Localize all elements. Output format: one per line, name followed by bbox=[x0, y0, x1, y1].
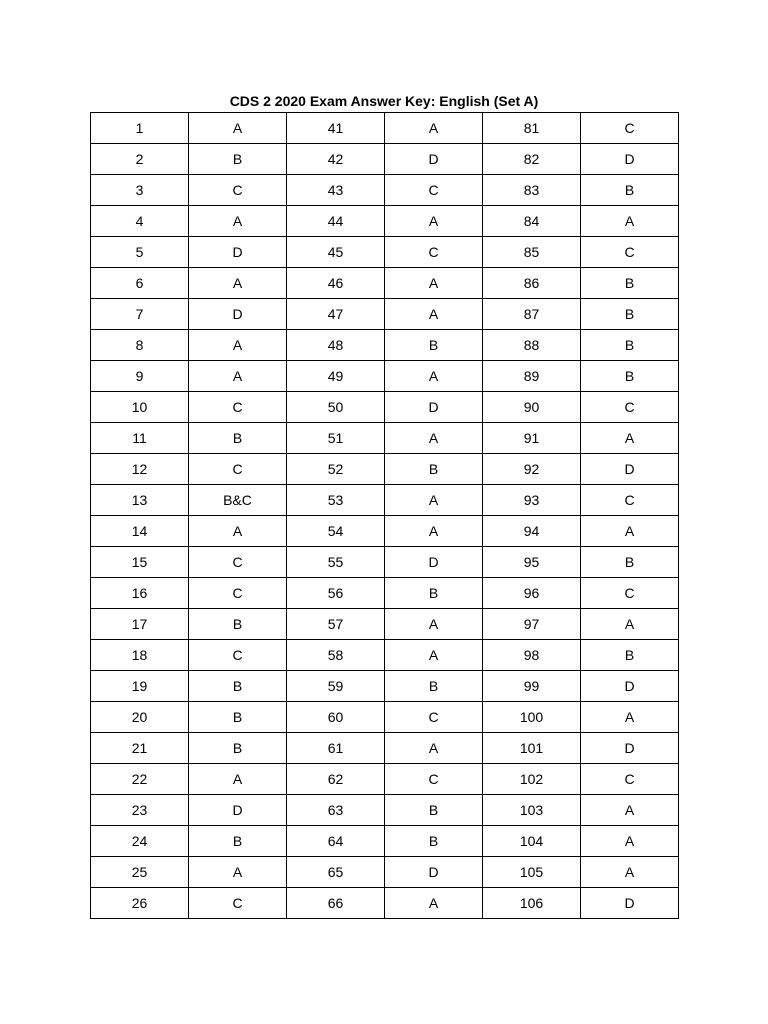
answer-cell: A bbox=[385, 299, 483, 330]
table-row bbox=[91, 144, 679, 175]
answer-cell: B bbox=[385, 454, 483, 485]
answer-cell: C bbox=[189, 175, 287, 206]
answer-cell: C bbox=[385, 237, 483, 268]
answer-cell: A bbox=[385, 640, 483, 671]
question-number-cell: 12 bbox=[91, 454, 189, 485]
question-number-cell: 64 bbox=[287, 826, 385, 857]
answer-cell: A bbox=[189, 330, 287, 361]
question-number-cell: 3 bbox=[91, 175, 189, 206]
answer-cell: A bbox=[189, 764, 287, 795]
answer-cell: A bbox=[189, 113, 287, 144]
question-number-cell: 53 bbox=[287, 485, 385, 516]
answer-cell: C bbox=[581, 578, 679, 609]
answer-cell: B bbox=[189, 609, 287, 640]
answer-cell: D bbox=[581, 888, 679, 919]
answer-cell: D bbox=[581, 144, 679, 175]
answer-cell: D bbox=[581, 733, 679, 764]
question-number-cell: 8 bbox=[91, 330, 189, 361]
question-number-cell: 19 bbox=[91, 671, 189, 702]
answer-cell: B bbox=[189, 671, 287, 702]
question-number-cell: 14 bbox=[91, 516, 189, 547]
answer-cell: A bbox=[385, 423, 483, 454]
answer-cell: A bbox=[189, 361, 287, 392]
question-number-cell: 96 bbox=[483, 578, 581, 609]
table-row bbox=[91, 888, 679, 919]
question-number-cell: 63 bbox=[287, 795, 385, 826]
answer-cell: C bbox=[189, 547, 287, 578]
answer-cell: A bbox=[581, 516, 679, 547]
answer-cell: A bbox=[385, 485, 483, 516]
question-number-cell: 4 bbox=[91, 206, 189, 237]
answer-cell: B bbox=[581, 330, 679, 361]
question-number-cell: 48 bbox=[287, 330, 385, 361]
table-row bbox=[91, 423, 679, 454]
question-number-cell: 26 bbox=[91, 888, 189, 919]
answer-cell: A bbox=[581, 826, 679, 857]
question-number-cell: 17 bbox=[91, 609, 189, 640]
question-number-cell: 106 bbox=[483, 888, 581, 919]
question-number-cell: 88 bbox=[483, 330, 581, 361]
answer-cell: A bbox=[385, 888, 483, 919]
table-row bbox=[91, 330, 679, 361]
answer-cell: D bbox=[385, 144, 483, 175]
question-number-cell: 47 bbox=[287, 299, 385, 330]
answer-cell: B bbox=[385, 826, 483, 857]
answer-cell: B bbox=[581, 299, 679, 330]
answer-cell: A bbox=[581, 702, 679, 733]
question-number-cell: 85 bbox=[483, 237, 581, 268]
answer-cell: A bbox=[581, 206, 679, 237]
question-number-cell: 54 bbox=[287, 516, 385, 547]
table-row bbox=[91, 826, 679, 857]
question-number-cell: 11 bbox=[91, 423, 189, 454]
question-number-cell: 65 bbox=[287, 857, 385, 888]
table-row bbox=[91, 454, 679, 485]
question-number-cell: 16 bbox=[91, 578, 189, 609]
question-number-cell: 61 bbox=[287, 733, 385, 764]
answer-cell: B&C bbox=[189, 485, 287, 516]
question-number-cell: 104 bbox=[483, 826, 581, 857]
answer-cell: B bbox=[385, 330, 483, 361]
answer-cell: A bbox=[385, 733, 483, 764]
answer-cell: A bbox=[581, 609, 679, 640]
answer-cell: C bbox=[189, 454, 287, 485]
table-row bbox=[91, 795, 679, 826]
answer-table-body bbox=[91, 113, 679, 919]
answer-cell: A bbox=[189, 268, 287, 299]
question-number-cell: 62 bbox=[287, 764, 385, 795]
table-row bbox=[91, 671, 679, 702]
answer-cell: A bbox=[189, 516, 287, 547]
answer-cell: B bbox=[581, 640, 679, 671]
answer-cell: C bbox=[189, 640, 287, 671]
question-number-cell: 102 bbox=[483, 764, 581, 795]
answer-cell: C bbox=[581, 485, 679, 516]
question-number-cell: 105 bbox=[483, 857, 581, 888]
question-number-cell: 86 bbox=[483, 268, 581, 299]
answer-cell: C bbox=[189, 392, 287, 423]
question-number-cell: 13 bbox=[91, 485, 189, 516]
table-row bbox=[91, 547, 679, 578]
answer-cell: A bbox=[581, 857, 679, 888]
question-number-cell: 56 bbox=[287, 578, 385, 609]
question-number-cell: 97 bbox=[483, 609, 581, 640]
answer-key-table bbox=[90, 112, 679, 919]
question-number-cell: 41 bbox=[287, 113, 385, 144]
answer-cell: A bbox=[581, 795, 679, 826]
answer-cell: A bbox=[581, 423, 679, 454]
answer-cell: A bbox=[385, 206, 483, 237]
answer-cell: C bbox=[581, 113, 679, 144]
question-number-cell: 82 bbox=[483, 144, 581, 175]
table-row bbox=[91, 578, 679, 609]
answer-cell: A bbox=[189, 206, 287, 237]
question-number-cell: 92 bbox=[483, 454, 581, 485]
question-number-cell: 25 bbox=[91, 857, 189, 888]
table-row bbox=[91, 857, 679, 888]
table-row bbox=[91, 113, 679, 144]
answer-cell: C bbox=[581, 237, 679, 268]
table-row bbox=[91, 733, 679, 764]
table-row bbox=[91, 206, 679, 237]
question-number-cell: 98 bbox=[483, 640, 581, 671]
table-row bbox=[91, 392, 679, 423]
answer-cell: A bbox=[385, 361, 483, 392]
answer-cell: B bbox=[385, 578, 483, 609]
question-number-cell: 43 bbox=[287, 175, 385, 206]
answer-cell: D bbox=[385, 857, 483, 888]
question-number-cell: 46 bbox=[287, 268, 385, 299]
answer-cell: C bbox=[385, 764, 483, 795]
question-number-cell: 21 bbox=[91, 733, 189, 764]
question-number-cell: 101 bbox=[483, 733, 581, 764]
table-row bbox=[91, 485, 679, 516]
answer-cell: C bbox=[189, 578, 287, 609]
question-number-cell: 20 bbox=[91, 702, 189, 733]
question-number-cell: 45 bbox=[287, 237, 385, 268]
question-number-cell: 10 bbox=[91, 392, 189, 423]
answer-cell: B bbox=[189, 702, 287, 733]
answer-cell: B bbox=[581, 175, 679, 206]
answer-cell: A bbox=[385, 516, 483, 547]
answer-cell: B bbox=[189, 733, 287, 764]
question-number-cell: 1 bbox=[91, 113, 189, 144]
answer-cell: A bbox=[385, 113, 483, 144]
question-number-cell: 81 bbox=[483, 113, 581, 144]
question-number-cell: 51 bbox=[287, 423, 385, 454]
question-number-cell: 91 bbox=[483, 423, 581, 454]
answer-cell: B bbox=[581, 547, 679, 578]
answer-cell: D bbox=[385, 547, 483, 578]
question-number-cell: 6 bbox=[91, 268, 189, 299]
question-number-cell: 5 bbox=[91, 237, 189, 268]
answer-cell: D bbox=[385, 392, 483, 423]
question-number-cell: 24 bbox=[91, 826, 189, 857]
question-number-cell: 23 bbox=[91, 795, 189, 826]
question-number-cell: 2 bbox=[91, 144, 189, 175]
question-number-cell: 94 bbox=[483, 516, 581, 547]
table-row bbox=[91, 516, 679, 547]
question-number-cell: 22 bbox=[91, 764, 189, 795]
question-number-cell: 103 bbox=[483, 795, 581, 826]
answer-cell: C bbox=[385, 175, 483, 206]
question-number-cell: 90 bbox=[483, 392, 581, 423]
question-number-cell: 95 bbox=[483, 547, 581, 578]
table-row bbox=[91, 175, 679, 206]
question-number-cell: 83 bbox=[483, 175, 581, 206]
question-number-cell: 50 bbox=[287, 392, 385, 423]
table-row bbox=[91, 764, 679, 795]
question-number-cell: 100 bbox=[483, 702, 581, 733]
question-number-cell: 59 bbox=[287, 671, 385, 702]
table-row bbox=[91, 609, 679, 640]
table-row bbox=[91, 640, 679, 671]
question-number-cell: 87 bbox=[483, 299, 581, 330]
answer-cell: A bbox=[385, 609, 483, 640]
answer-cell: B bbox=[385, 671, 483, 702]
question-number-cell: 60 bbox=[287, 702, 385, 733]
answer-cell: D bbox=[581, 454, 679, 485]
question-number-cell: 58 bbox=[287, 640, 385, 671]
table-row bbox=[91, 237, 679, 268]
page-title: CDS 2 2020 Exam Answer Key: English (Set A) bbox=[229, 93, 539, 109]
answer-cell: D bbox=[189, 795, 287, 826]
question-number-cell: 7 bbox=[91, 299, 189, 330]
question-number-cell: 55 bbox=[287, 547, 385, 578]
answer-cell: A bbox=[189, 857, 287, 888]
question-number-cell: 89 bbox=[483, 361, 581, 392]
question-number-cell: 49 bbox=[287, 361, 385, 392]
answer-cell: B bbox=[385, 795, 483, 826]
answer-cell: D bbox=[189, 299, 287, 330]
answer-cell: B bbox=[581, 361, 679, 392]
question-number-cell: 52 bbox=[287, 454, 385, 485]
question-number-cell: 57 bbox=[287, 609, 385, 640]
answer-cell: B bbox=[581, 268, 679, 299]
question-number-cell: 84 bbox=[483, 206, 581, 237]
question-number-cell: 66 bbox=[287, 888, 385, 919]
answer-cell: D bbox=[581, 671, 679, 702]
question-number-cell: 9 bbox=[91, 361, 189, 392]
answer-cell: C bbox=[189, 888, 287, 919]
answer-cell: A bbox=[385, 268, 483, 299]
question-number-cell: 99 bbox=[483, 671, 581, 702]
table-row bbox=[91, 268, 679, 299]
answer-cell: D bbox=[189, 237, 287, 268]
answer-cell: B bbox=[189, 144, 287, 175]
table-row bbox=[91, 702, 679, 733]
question-number-cell: 18 bbox=[91, 640, 189, 671]
table-row bbox=[91, 361, 679, 392]
answer-cell: C bbox=[385, 702, 483, 733]
answer-cell: C bbox=[581, 764, 679, 795]
question-number-cell: 93 bbox=[483, 485, 581, 516]
answer-cell: B bbox=[189, 826, 287, 857]
answer-cell: B bbox=[189, 423, 287, 454]
question-number-cell: 42 bbox=[287, 144, 385, 175]
question-number-cell: 15 bbox=[91, 547, 189, 578]
question-number-cell: 44 bbox=[287, 206, 385, 237]
table-row bbox=[91, 299, 679, 330]
answer-cell: C bbox=[581, 392, 679, 423]
